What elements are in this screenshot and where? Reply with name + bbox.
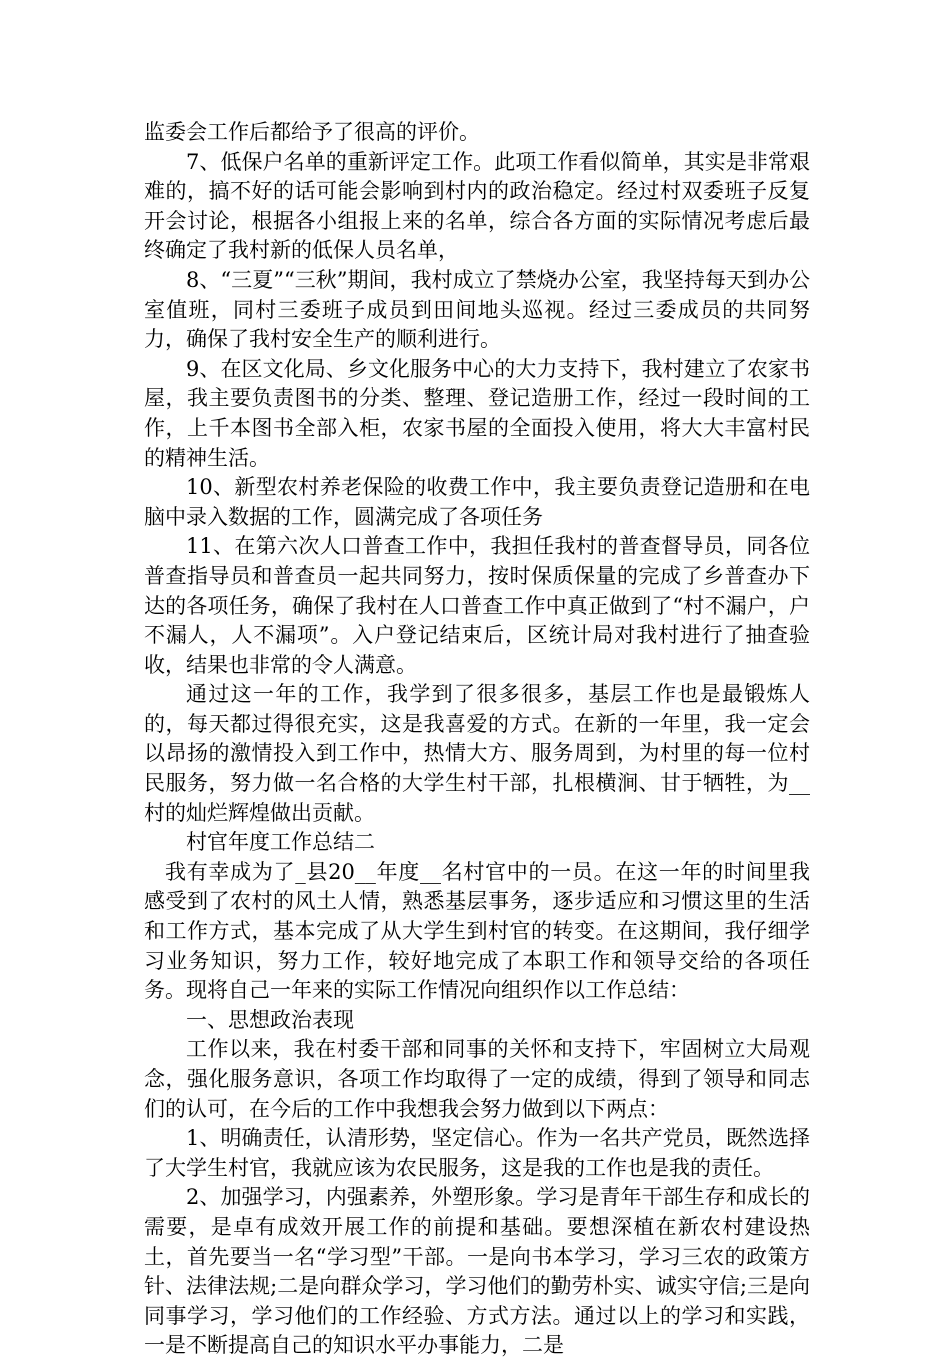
- paragraph-item-7: 7、低保户名单的重新评定工作。此项工作看似简单，其实是非常艰难的，搞不好的话可能会影响到村内的政治稳定。经过村双委班子反复开会讨论，根据各小组报上来的名单，综合各方面的实际情况考虑后最终确定了我村新的低保人员名单，: [144, 149, 810, 263]
- paragraph-item-10: 10、新型农村养老保险的收费工作中，我主要负责登记造册和在电脑中录入数据的工作，圆满完成了各项任务: [144, 475, 810, 529]
- paragraph-item-9: 9、在区文化局、乡文化服务中心的大力支持下，我村建立了农家书屋，我主要负责图书的分类、整理、登记造册工作，经过一段时间的工作，上千本图书全部入柜，农家书屋的全面投入使用，将大大丰富村民的精神生活。: [144, 356, 810, 470]
- document-page: [144, 118, 810, 1361]
- subsection-heading: 一、思想政治表现: [186, 1007, 354, 1032]
- paragraph-item-11: 11、在第六次人口普查工作中，我担任我村的普查督导员，同各位普查指导员和普查员一起共同努力，按时保质保量的完成了乡普查办下达的各项任务，确保了我村在人口普查工作中真正做到了“村不漏户，户不漏人，人不漏项”。入户登记结束后，区统计局对我村进行了抽查验收，结果也非常的令人满意。: [144, 534, 810, 677]
- paragraph-point-1: 1、明确责任，认清形势，坚定信心。作为一名共产党员，既然选择了大学生村官，我就应该为农民服务，这是我的工作也是我的责任。: [144, 1126, 810, 1180]
- paragraph-item-8: 8、“三夏”“三秋”期间，我村成立了禁烧办公室，我坚持每天到办公室值班，同村三委班子成员到田间地头巡视。经过三委成员的共同努力，确保了我村安全生产的顺利进行。: [144, 267, 810, 352]
- paragraph-continuation: 监委会工作后都给予了很高的评价。: [144, 120, 480, 144]
- paragraph-conclusion: 通过这一年的工作，我学到了很多很多，基层工作也是最锻炼人的，每天都过得很充实，这是我喜爱的方式。在新的一年里，我一定会以昂扬的激情投入到工作中，热情大方、服务周到，为村里的每一位村民服务，努力做一名合格的大学生村干部，扎根横涧、甘于牺牲，为__村的灿烂辉煌做出贡献。: [144, 682, 810, 825]
- paragraph-intro: 我有幸成为了_县20__年度__名村官中的一员。在这一年的时间里我感受到了农村的风土人情，熟悉基层事务，逐步适应和习惯这里的生活和工作方式，基本完成了从大学生到村官的转变。在这期间，我仔细学习业务知识，努力工作，较好地完成了本职工作和领导交给的各项任务。现将自己一年来的实际工作情况向组织作以工作总结：: [144, 859, 810, 1003]
- paragraph-point-2: 2、加强学习，内强素养，外塑形象。学习是青年干部生存和成长的需要，是卓有成效开展工作的前提和基础。要想深植在新农村建设热土，首先要当一名“学习型”干部。一是向书本学习，学习三农的政策方针、法律法规;二是向群众学习，学习他们的勤劳朴实、诚实守信;三是向同事学习，学习他们的工作经验、方式方法。通过以上的学习和实践，一是不断提高自己的知识水平办事能力，二是: [144, 1185, 810, 1358]
- section-title: 村官年度工作总结二: [186, 830, 375, 855]
- paragraph-body: 工作以来，我在村委干部和同事的关怀和支持下，牢固树立大局观念，强化服务意识，各项工作均取得了一定的成绩，得到了领导和同志们的认可，在今后的工作中我想我会努力做到以下两点：: [144, 1037, 810, 1121]
